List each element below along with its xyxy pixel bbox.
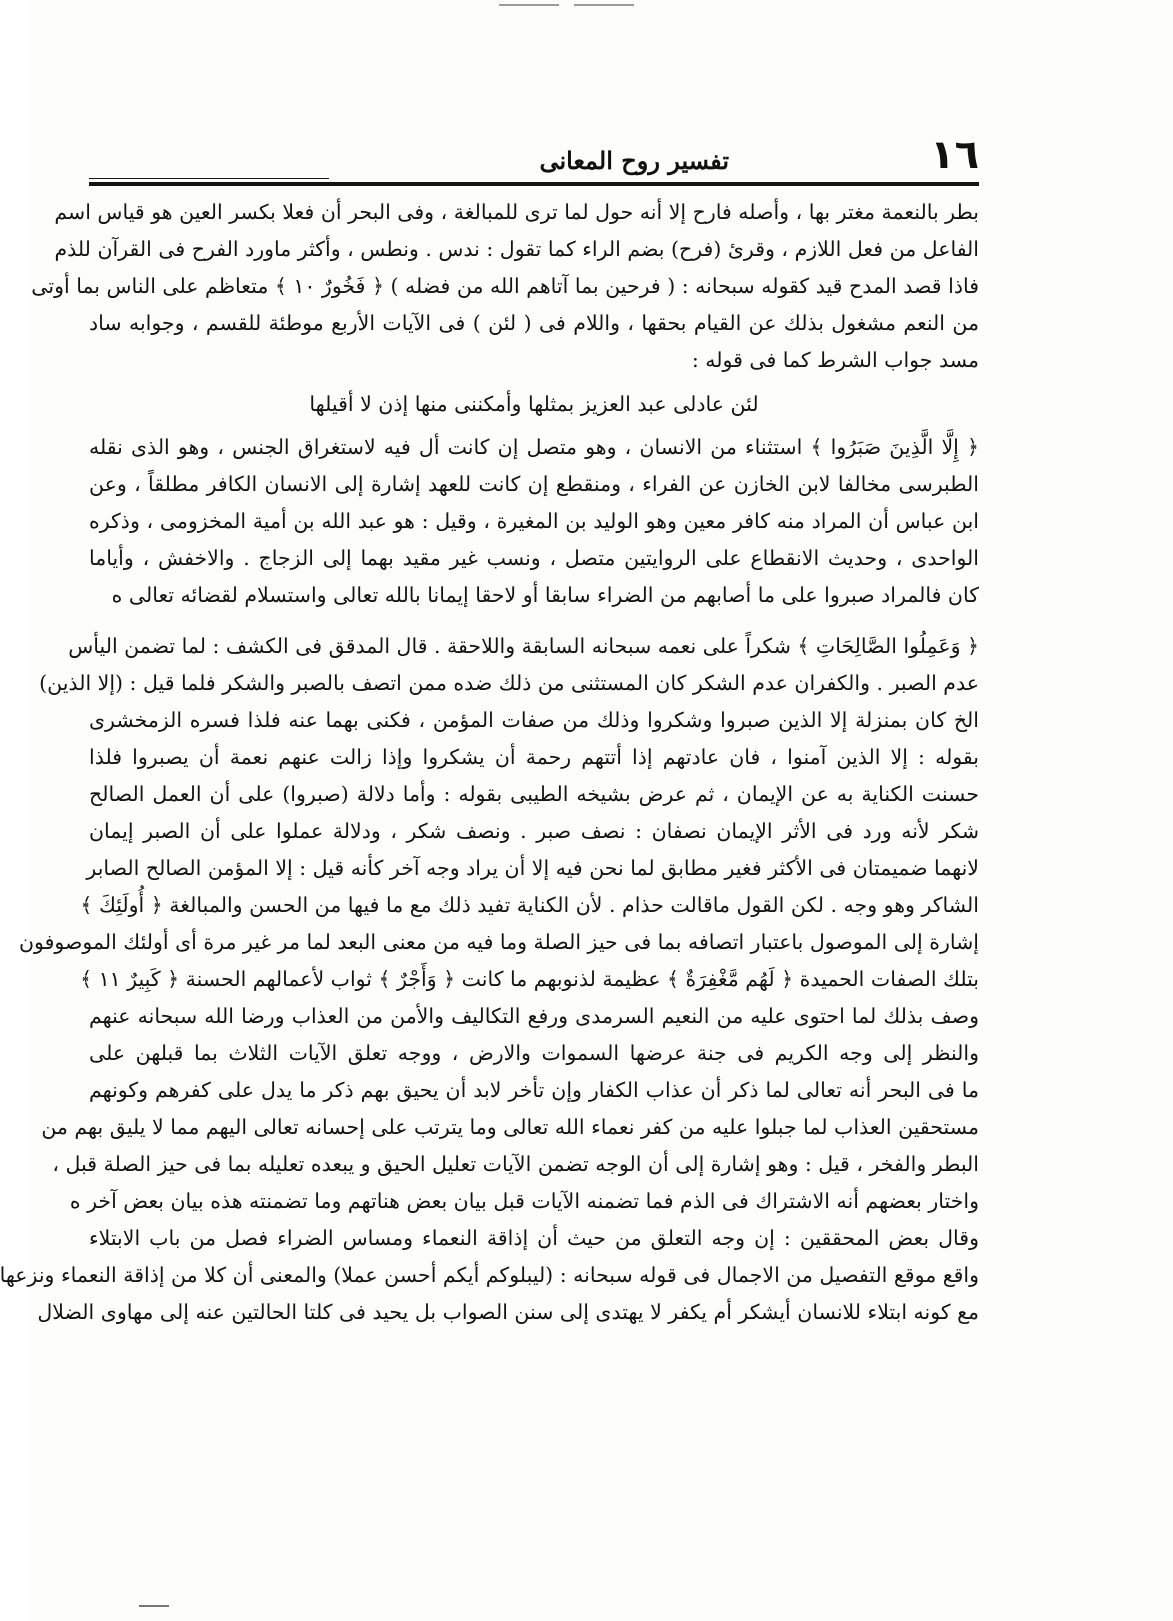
text-line: البطر والفخر ، قيل : وهو إشارة إلى أن الوجه تضمن الآيات تعليل الحيق و يبعده تعليله بما فى حيز الصلة قبل ، xyxy=(52,1152,979,1176)
text-line: الخ كان بمنزلة إلا الذين صبروا وشكروا وذلك من صفات المؤمن ، فكنى بهما عنه فلذا فسره الزمخشرى xyxy=(89,708,979,732)
page-header xyxy=(89,132,979,188)
paragraph-gap xyxy=(89,614,979,628)
scan-mark xyxy=(139,1605,169,1607)
text-line: ﴿ إِلَّا الَّذِينَ صَبَرُوا ﴾ استثناء من الانسان ، وهو متصل إن كانت أل فيه لاستغراق الجنس ، وهو الذى نقله xyxy=(89,435,979,459)
text-line: الشاكر وهو وجه . لكن القول ماقالت حذام . لأن الكناية تفيد ذلك مع ما فيها من الحسن والمبالغة ﴿ أُولَئِكَ ﴾ xyxy=(80,893,979,917)
text-line: حسنت الكناية به عن الإيمان ، ثم عرض بشيخه الطيبى بقوله : وأما دلالة (صبروا) على أن العمل الصالح xyxy=(89,782,979,806)
scan-mark xyxy=(499,4,559,6)
text-line: الواحدى ، وحديث الانقطاع على الروايتين متصل ، ونسب غير مقيد بهما إلى الزجاج . والاخفش ، وأياما xyxy=(89,546,979,570)
header-rule xyxy=(89,182,979,186)
text-line: ابن عباس أن المراد منه كافر معين وهو الوليد بن المغيرة ، وقيل : هو عبد الله بن أمية المخزومى ، وذكره xyxy=(89,509,979,533)
text-line: واختار بعضهم أنه الاشتراك فى الذم فما تضمنه الآيات قبل بيان بعض هناتهم وما تضمنته هذه بيان بعض آخر ه xyxy=(69,1189,979,1213)
text-line: وقال بعض المحققين : إن وجه التعلق من حيث أن إذاقة النعماء ومساس الضراء فصل من باب الابتلاء xyxy=(89,1226,979,1250)
text-line: والنظر إلى وجه الكريم فى جنة عرضها السموات والارض ، ووجه تعلق الآيات الثلاث بما قبلهن على xyxy=(89,1041,979,1065)
text-line: ما فى البحر أنه تعالى لما ذكر أن عذاب الكفار وإن تأخر لابد أن يحيق بهم ذكر ما يدل على كفرهم وكونهم xyxy=(89,1078,979,1102)
text-line: إشارة إلى الموصول باعتبار اتصافه بما فى حيز الصلة وما فيه من معنى البعد لما مر غير مرة أى أولئك الموصوفون xyxy=(18,930,979,954)
text-line: شكر لأنه ورد فى الأثر الإيمان نصفان : نصف صبر . ونصف شكر ، ودلالة عملوا على أن الصبر إيمان xyxy=(89,819,979,843)
running-title: تفسير روح المعانى xyxy=(539,146,729,175)
text-line: فاذا قصد المدح قيد كقوله سبحانه : ( فرحين بما آتاهم الله من فضله ) ﴿ فَخُورٌ ١٠ ﴾ متعاظم على الناس بما أوتى xyxy=(31,274,979,298)
text-line: وصف بذلك لما احتوى عليه من النعيم السرمدى ورفع التكاليف والأمن من العذاب ورضا الله سبحانه عنهم xyxy=(89,1004,979,1028)
text-line: بطر بالنعمة مغتر بها ، وأصله فارح إلا أنه حول لما ترى للمبالغة ، وفى البحر أن فعلا بكسر العين هو قياس اسم xyxy=(54,200,979,224)
page-number: ١٦ xyxy=(930,132,979,178)
text-line: الفاعل من فعل اللازم ، وقرئ (فرح) بضم الراء كما تقول : ندس . ونطس ، وأكثر ماورد الفرح فى القرآن للذم xyxy=(54,237,979,261)
scan-mark xyxy=(574,4,634,6)
text-line: مستحقين العذاب لما جبلوا عليه من كفر نعماء الله تعالى وما يترتب على إحسانه تعالى اليهم مما لا يليق بهم من xyxy=(41,1115,979,1139)
text-line: عدم الصبر . والكفران عدم الشكر كان المستثنى من ذلك ضده ممن اتصف بالصبر والشكر فلما قيل : (إلا الذين) xyxy=(39,671,979,695)
body-text xyxy=(0,194,979,1584)
text-line: مسد جواب الشرط كما فى قوله : xyxy=(691,348,979,372)
text-line: كان فالمراد صبروا على ما أصابهم من الضراء سابقا أو لاحقا إيمانا بالله تعالى واستسلام لقضائه تعالى ه xyxy=(111,583,979,607)
text-line: بتلك الصفات الحميدة ﴿ لَهُم مَّغْفِرَةٌ ﴾ عظيمة لذنوبهم ما كانت ﴿ وَأَجْرٌ ﴾ ثواب لأعمالهم الحسنة ﴿ كَبِيرٌ ١١ ﴾ xyxy=(80,967,979,991)
poem-verse: لئن عادلى عبد العزيز بمثلها وأمكننى منها إذن لا أقيلها xyxy=(309,392,759,416)
text-line: من النعم مشغول بذلك عن القيام بحقها ، واللام فى ( لئن ) فى الآيات الأربع موطئة للقسم ، وجوابه ساد xyxy=(89,311,979,335)
text-line: بقوله : إلا الذين آمنوا ، فان عادتهم إذا أتتهم رحمة أن يشكروا وإذا زالت عنهم نعمة أن يصبروا فلذا xyxy=(89,745,979,769)
text-line: الطبرسى مخالفا لابن الخازن عن الفراء ، ومنقطع إن كانت للعهد إشارة إلى الانسان الكافر مطلقاً ، وعن xyxy=(89,472,979,496)
text-line: ﴿ وَعَمِلُوا الصَّالِحَاتِ ﴾ شكراً على نعمه سبحانه السابقة واللاحقة . قال المدقق فى الكشف : لما تضمن اليأس xyxy=(68,634,979,658)
text-line: مع كونه ابتلاء للانسان أيشكر أم يكفر لا يهتدى إلى سنن الصواب بل يحيد فى كلتا الحالتين عنه إلى مهاوى الضلال xyxy=(37,1300,979,1324)
text-line: لانهما ضميمتان فى الأكثر فغير مطابق لما نحن فيه إلا أن يراد وجه آخر كأنه قيل : إلا المؤمن الصالح الصابر xyxy=(86,856,979,880)
header-rule-thin xyxy=(89,178,329,179)
text-line: واقع موقع التفصيل من الاجمال فى قوله سبحانه : (ليبلوكم أيكم أحسن عملا) والمعنى أن كلا من إذاقة النعماء ونزعها xyxy=(0,1263,979,1287)
